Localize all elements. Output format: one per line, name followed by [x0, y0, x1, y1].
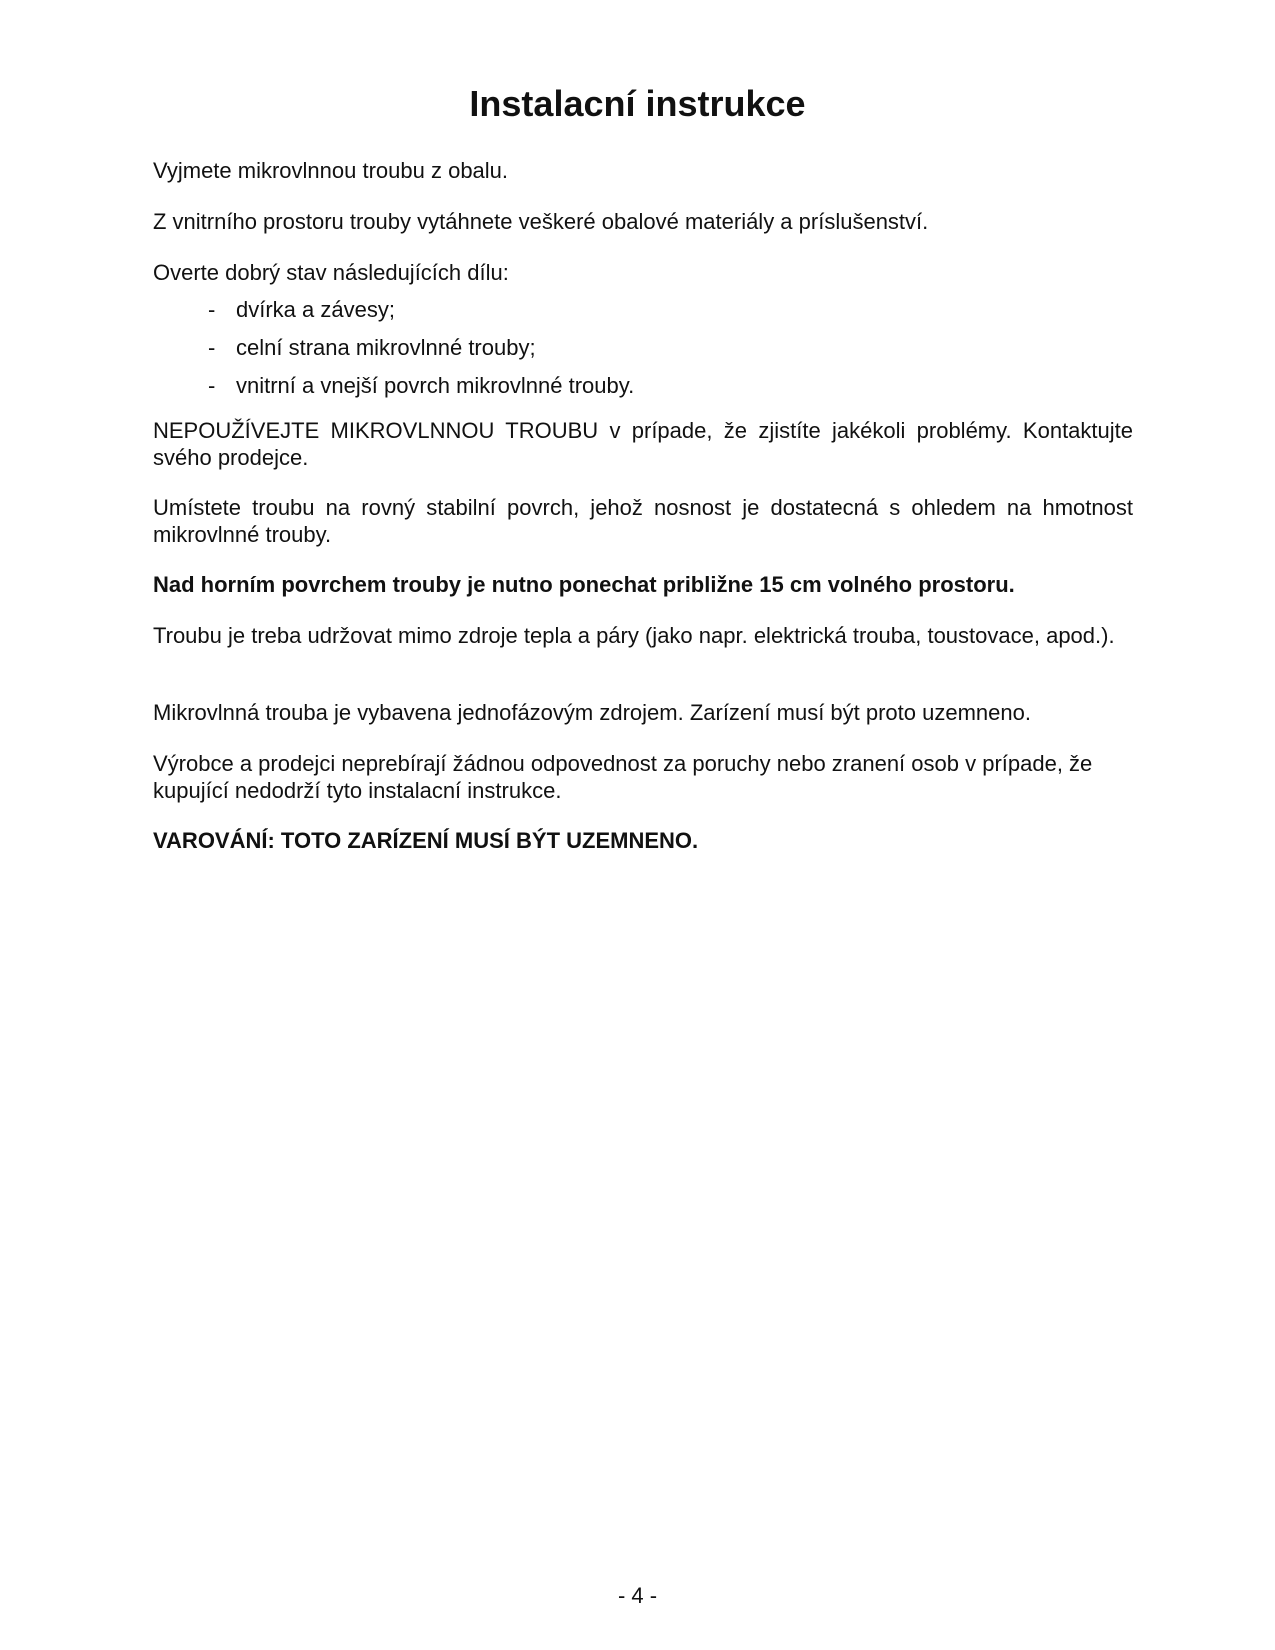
list-marker: -	[208, 373, 216, 398]
page-number: - 4 -	[617, 1583, 658, 1608]
list-item-text: dvírka a závesy;	[236, 297, 395, 322]
paragraph-heat-sources: Troubu je treba udržovat mimo zdroje tepla a páry (jako napr. elektrická trouba, toustovace, apod.).	[153, 623, 1115, 648]
list-item	[208, 334, 1008, 372]
list-marker: -	[208, 335, 216, 360]
paragraph-liability: Výrobce a prodejci neprebírají žádnou odpovednost za poruchy nebo zranení osob v prípade, že kupující nedodrží tyto instalacní instrukce.	[153, 751, 1093, 803]
paragraph-placement: Umístete troubu na rovný stabilní povrch, jehož nosnost je dostatecná s ohledem na hmotnost mikrovlnné trouby.	[153, 495, 1133, 547]
paragraph-remove-packaging: Z vnitrního prostoru trouby vytáhnete veškeré obalové materiály a príslušenství.	[153, 209, 929, 234]
warning-text: VAROVÁNÍ: TOTO ZARÍZENÍ MUSÍ BÝT UZEMNENO.	[153, 828, 699, 853]
paragraph-check-parts: Overte dobrý stav následujících dílu:	[153, 260, 509, 285]
list-item-text: vnitrní a vnejší povrch mikrovlnné trouby.	[236, 373, 635, 398]
parts-list	[208, 296, 1008, 410]
list-item-text: celní strana mikrovlnné trouby;	[236, 335, 536, 360]
paragraph-clearance: Nad horním povrchem trouby je nutno ponechat približne 15 cm volného prostoru.	[153, 572, 1015, 597]
page-title: Instalacní instrukce	[469, 83, 806, 124]
list-marker: -	[208, 297, 216, 322]
list-item	[208, 296, 1008, 334]
paragraph-do-not-use: NEPOUŽÍVEJTE MIKROVLNNOU TROUBU v prípade, že zjistíte jakékoli problémy. Kontaktujte svého prodejce.	[153, 418, 1133, 470]
paragraph-unpack: Vyjmete mikrovlnnou troubu z obalu.	[153, 158, 509, 183]
list-item	[208, 372, 1008, 410]
paragraph-grounding: Mikrovlnná trouba je vybavena jednofázovým zdrojem. Zarízení musí být proto uzemneno.	[153, 700, 1031, 725]
